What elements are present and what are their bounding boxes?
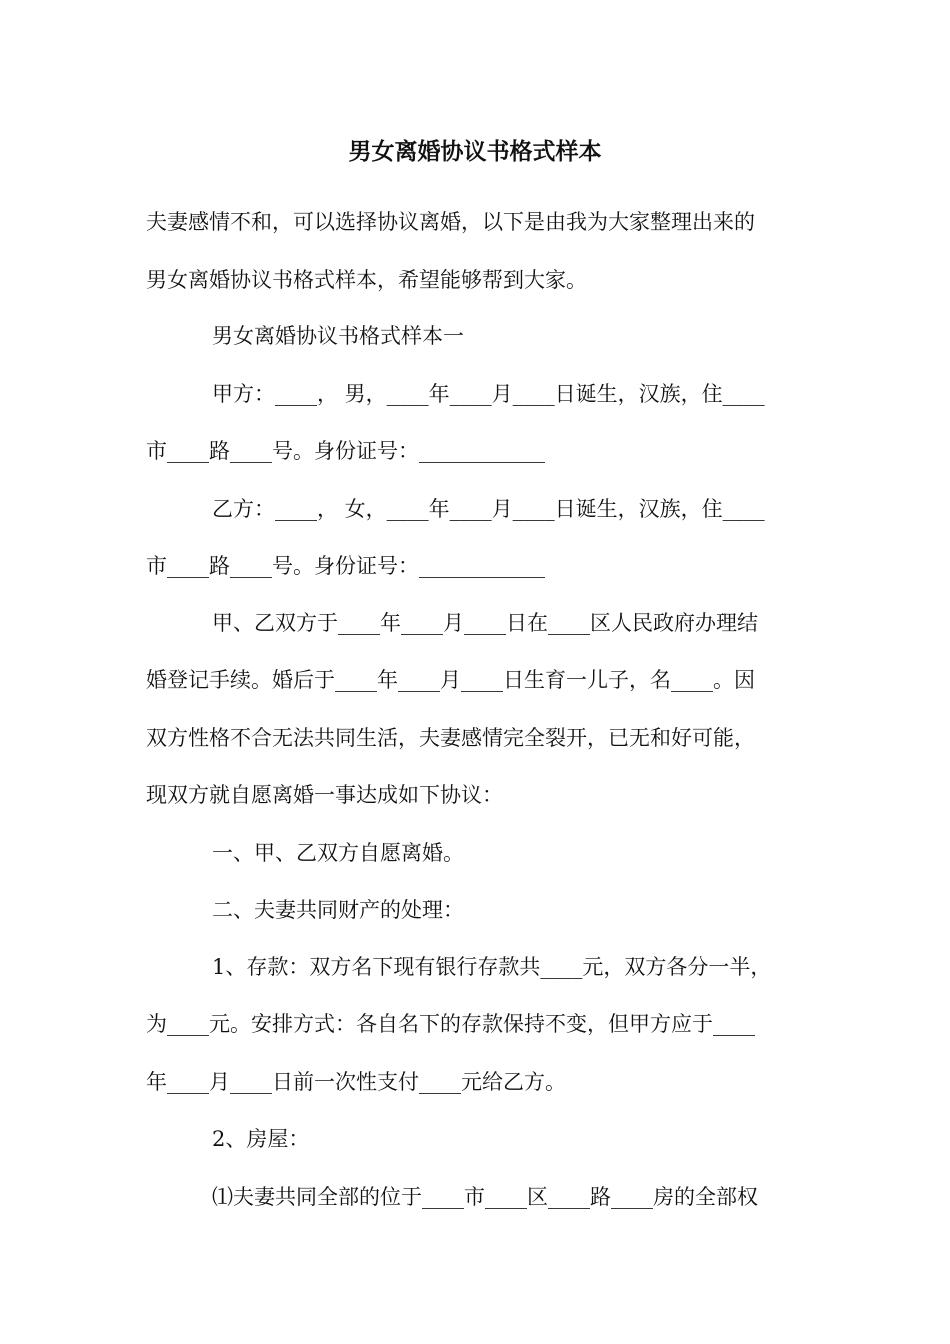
deposit-line-1: 1、存款：双方名下现有银行存款共____元，双方各分一半， [212, 955, 772, 979]
party-b-line: 乙方：____， 女，____年____月____日诞生，汉族，住____ [212, 497, 765, 521]
marriage-line-2: 婚登记手续。婚后于____年____月____日生育一儿子，名____。因 [146, 668, 755, 692]
marriage-line-3: 双方性格不合无法共同生活，夫妻感情完全裂开，已无和好可能， [146, 726, 755, 750]
deposit-line-3: 年____月____日前一次性支付____元给乙方。 [146, 1070, 566, 1094]
party-a-id-line: 市____路____号。身份证号：____________ [146, 439, 545, 463]
house-line-1: ⑴夫妻共同全部的位于____市____区____路____房的全部权 [212, 1185, 758, 1209]
marriage-line-4: 现双方就自愿离婚一事达成如下协议： [146, 783, 503, 807]
marriage-line-1: 甲、乙双方于____年____月____日在____区人民政府办理结 [212, 611, 758, 635]
party-b-id-line: 市____路____号。身份证号：____________ [146, 554, 545, 578]
section-heading-sample-one: 男女离婚协议书格式样本一 [212, 324, 464, 348]
clause-1: 一、甲、乙双方自愿离婚。 [212, 841, 464, 865]
body-line-1: 夫妻感情不和，可以选择协议离婚，以下是由我为大家整理出来的 [146, 210, 755, 234]
house-heading: 2、房屋： [212, 1127, 310, 1151]
clause-2-heading: 二、夫妻共同财产的处理： [212, 898, 464, 922]
document-title: 男女离婚协议书格式样本 [348, 138, 602, 165]
deposit-line-2: 为____元。安排方式：各自名下的存款保持不变，但甲方应于____ [146, 1012, 755, 1036]
body-line-2: 男女离婚协议书格式样本，希望能够帮到大家。 [146, 268, 587, 292]
party-a-line: 甲方：____， 男，____年____月____日诞生，汉族，住____ [212, 382, 765, 406]
